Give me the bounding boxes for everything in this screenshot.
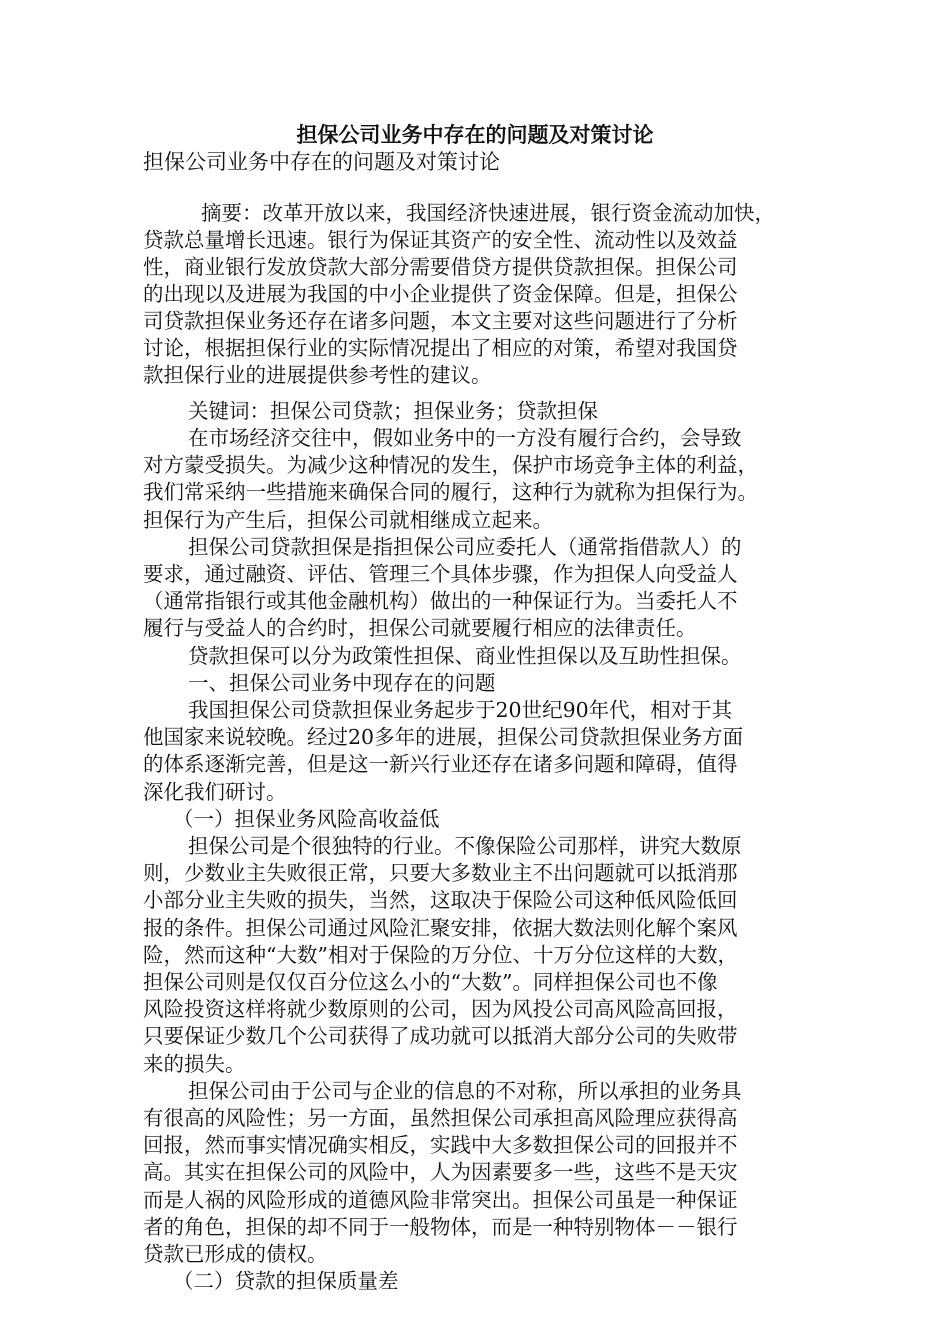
section-heading: 一、担保公司业务中现存在的问题 [188,670,496,695]
body-line: （通常指银行或其他金融机构）做出的一种保证行为。当委托人不 [143,589,738,614]
subsection-heading: （二）贷款的担保质量差 [173,1269,399,1294]
body-line: 担保公司贷款担保是指担保公司应委托人（通常指借款人）的 [188,534,742,559]
body-line: 在市场经济交往中，假如业务中的一方没有履行合约，会导致 [188,426,742,450]
keywords-line [143,398,823,425]
body-line: 深化我们研讨。 [143,779,287,804]
body-line: 他国家来说较晚。经过20多年的进展，担保公司贷款担保业务方面 [143,725,744,750]
body-line: 履行与受益人的合约时，担保公司就要履行相应的法律责任。 [143,616,697,641]
body-line: 来的损失。 [143,1051,246,1076]
body-line: 担保行为产生后，担保公司就相继成立起来。 [143,507,553,532]
abstract-line: 款担保行业的进展提供参考性的建议。 [143,363,492,387]
body-line: 高。其实在担保公司的风险中，人为因素要多一些，这些不是天灾 [143,1160,738,1185]
body-line: 小部分业主失败的损失，当然，这取决于保险公司这种低风险低回 [143,888,738,913]
body-line: 有很高的风险性；另一方面，虽然担保公司承担高风险理应获得高 [143,1106,738,1131]
abstract-line: 讨论，根据担保行业的实际情况提出了相应的对策，希望对我国贷 [143,336,738,360]
body-line: 回报，然而事实情况确实相反，实践中大多数担保公司的回报并不 [143,1133,738,1158]
body-text [143,425,823,1296]
document-title: 担保公司业务中存在的问题及对策讨论 [296,122,654,147]
abstract-line: 的出现以及进展为我国的中小企业提供了资金保障。但是，担保公 [143,282,738,306]
body-line: 贷款已形成的债权。 [143,1242,328,1267]
body-line: 我国担保公司贷款担保业务起步于20世纪90年代，相对于其 [188,698,733,723]
body-line: 担保公司是个很独特的行业。不像保险公司那样，讲究大数原 [188,834,742,859]
abstract-line: 贷款总量增长迅速。银行为保证其资产的安全性、流动性以及效益 [143,228,738,252]
body-line: 担保公司由于公司与企业的信息的不对称，所以承担的业务具 [188,1078,742,1103]
body-line: 而是人祸的风险形成的道德风险非常突出。担保公司虽是一种保证 [143,1187,738,1212]
body-line: 风险投资这样将就少数原则的公司，因为风投公司高风险高回报， [143,997,738,1022]
abstract-line: 性，商业银行发放贷款大部分需要借贷方提供贷款担保。担保公司 [143,255,738,279]
abstract-paragraph [143,200,823,389]
body-line: 报的条件。担保公司通过风险汇聚安排，依据大数法则化解个案风 [143,915,738,940]
body-line: 只要保证少数几个公司获得了成功就可以抵消大部分公司的失败带 [143,1024,738,1049]
body-line: 我们常采纳一些措施来确保合同的履行，这种行为就称为担保行为。 [143,480,758,505]
subsection-heading: （一）担保业务风险高收益低 [173,806,440,831]
body-line: 则，少数业主失败很正常，只要大多数业主不出问题就可以抵消那 [143,861,738,886]
body-line: 要求，通过融资、评估、管理三个具体步骤，作为担保人向受益人 [143,562,738,587]
body-line: 担保公司则是仅仅百分位这么小的“大数”。同样担保公司也不像 [143,970,718,995]
body-line: 贷款担保可以分为政策性担保、商业性担保以及互助性担保。 [188,643,742,668]
keywords-text: 关键词：担保公司贷款；担保业务；贷款担保 [188,399,598,423]
abstract-line: 摘要：改革开放以来，我国经济快速进展，银行资金流动加快， [201,201,775,225]
body-line: 者的角色，担保的却不同于一般物体，而是一种特别物体－－银行 [143,1214,738,1239]
body-line: 的体系逐渐完善，但是这一新兴行业还存在诸多问题和障碍，值得 [143,752,738,777]
document-subtitle: 担保公司业务中存在的问题及对策讨论 [143,150,500,174]
abstract-line: 司贷款担保业务还存在诸多问题，本文主要对这些问题进行了分析 [143,309,738,333]
body-line: 对方蒙受损失。为减少这种情况的发生，保护市场竞争主体的利益， [143,453,758,478]
body-line: 险，然而这种“大数”相对于保险的万分位、十万分位这样的大数， [143,942,738,967]
